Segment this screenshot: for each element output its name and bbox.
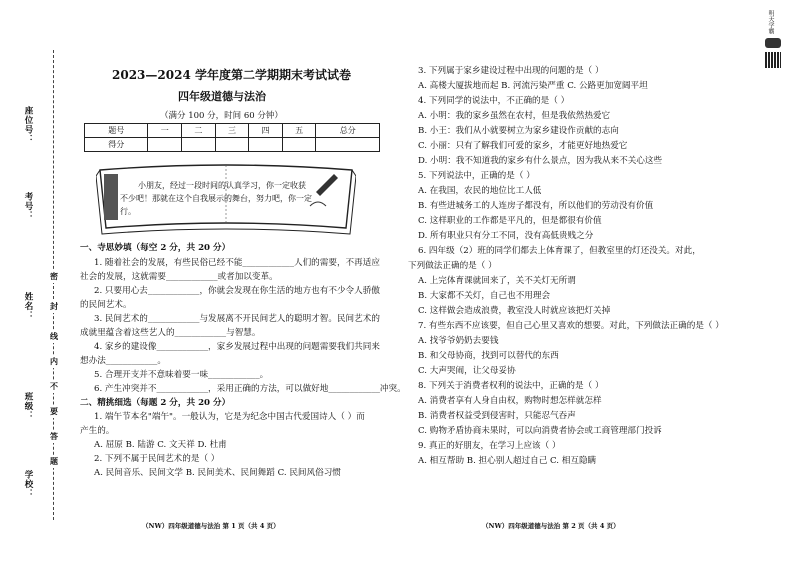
score-cell[interactable] [316,138,380,152]
option-line: A. 上完体育课就回来了，关不关灯无所谓 [418,276,576,286]
intro-line-1: 小朋友，经过一段时间的认真学习，你一定收获 [138,181,306,190]
class-field-label: 班级： [23,392,33,421]
seal-char: 封 [50,301,58,311]
section-one-heading: 一、寺思妙填（每空 2 分，共 20 分） [80,243,231,253]
option-line: A. 找爷爷奶奶去要钱 [418,336,499,346]
option-line: A. 屈原 B. 陆游 C. 文天祥 D. 杜甫 [94,440,227,450]
score-header-cell: 五 [282,124,316,138]
option-line: C. 这样职业的工作都是平凡的，但是都很有价值 [418,216,602,226]
brand-badge-text: 明天学霸 [767,10,774,34]
option-line: C. 购物矛盾协商未果时，可以向消费者协会或工商管理部门投诉 [418,426,662,436]
question-line: 2. 只要用心去____________，你就会发现在你生活的地方也有不少令人骄傲 [94,286,380,296]
option-line: A. 民间音乐、民间文学 B. 民间美术、民间舞蹈 C. 民间风俗习惯 [94,468,341,478]
question-line: 8. 下列关于消费者权利的说法中，正确的是（ ） [418,381,604,391]
seal-char: 密 [50,271,58,281]
score-cell[interactable] [182,138,216,152]
option-line: A. 小明：我的家乡虽然在农村，但是我依然热爱它 [418,111,611,121]
option-line: A. 相互帮助 B. 担心别人超过自己 C. 相互隐瞒 [418,456,597,466]
question-line: 社会的发展，这就需要____________或者加以变革。 [80,272,278,282]
option-line: B. 有些进城务工的人连房子都没有，所以他们的劳动没有价值 [418,201,654,211]
score-header-cell: 题号 [85,124,148,138]
section-two-heading: 二、精挑细选（每题 2 分，共 20 分） [80,398,231,408]
score-table [84,123,380,152]
question-line: 5. 合理开支并不意味着要一味____________。 [94,370,269,380]
option-line: A. 高楼大厦拔地而起 B. 河流污染严重 C. 公路更加宽阔平坦 [418,81,648,91]
exam-subtitle: 四年级道德与法治 [178,90,266,103]
option-line: D. 所有职业只有分工不同，没有高低贵贱之分 [418,231,594,241]
option-line: B. 大家都不关灯，自己也不用理会 [418,291,551,301]
score-header-cell: 二 [182,124,216,138]
option-line: C. 这样做会造成浪费，教室没人时就应该把灯关掉 [418,306,611,316]
option-line: A. 消费者享有人身自由权，购物时想怎样就怎样 [418,396,602,406]
question-line: 4. 下列同学的说法中，不正确的是（ ） [418,96,570,106]
seal-char: 题 [50,456,58,466]
intro-line-2: 不少吧！那就在这个自我展示的舞台，努力吧，你一定 [120,194,312,203]
question-line: 2. 下列不属于民间艺术的是（ ） [94,454,220,464]
seal-char: 答 [50,431,58,441]
seal-char: 内 [50,356,58,366]
question-line: 6. 四年级（2）班的同学们都去上体育课了，但教室里的灯还没关。对此， [418,246,701,256]
score-cell[interactable] [282,138,316,152]
option-line: A. 在我国，农民的地位比工人低 [418,186,542,196]
question-line: 3. 民间艺术的____________与发展离不开民间艺人的聪明才智。民间艺术的 [94,314,380,324]
exam-info: （满分 100 分，时间 60 分钟） [160,111,283,121]
option-line: B. 和父母协商，找到可以替代的东西 [418,351,559,361]
question-line: 5. 下列说法中，正确的是（ ） [418,171,535,181]
seal-char: 不 [50,381,58,391]
score-cell[interactable] [249,138,283,152]
question-line: 下列做法正确的是（ ） [408,261,497,271]
option-line: D. 小明：我不知道我的家乡有什么景点，因为我从来不关心这些 [418,156,663,166]
option-line: B. 消费者权益受到侵害时，只能忍气吞声 [418,411,576,421]
question-line: 6. 产生冲突并不____________，采用正确的方法，可以做好地____________冲突。 [94,384,406,394]
seal-char: 要 [50,406,58,416]
exam-title: 2023—2024 学年度第二学期期末考试试卷 [112,68,351,82]
score-header-cell: 三 [215,124,249,138]
seat-field-label: 座位号： [23,106,33,144]
question-line: 3. 下列属于家乡建设过程中出现的问题的是（ ） [418,66,604,76]
binding-dashed-line [53,50,54,520]
exam-number-field-label: 考号： [23,192,33,221]
question-line: 7. 有些东西不应该要，但自己心里又喜欢的想要。对此，下列做法正确的是（ ） [418,321,724,331]
score-row-label: 得分 [85,138,148,152]
score-header-cell: 四 [249,124,283,138]
intro-line-3: 行。 [120,207,136,216]
seal-char: 线 [50,331,58,341]
question-line: 成就里蕴含着这些艺人的____________与智慧。 [80,328,261,338]
name-field-label: 姓名： [23,292,33,321]
option-line: C. 小丽：只有了解我们可爱的家乡，才能更好地热爱它 [418,141,628,151]
option-line: C. 大声哭闹，让父母妥协 [418,366,516,376]
question-line: 产生的。 [80,426,115,436]
question-line: 1. 端午节本名"端午"。一般认为，它是为纪念中国古代爱国诗人（ ）而 [94,412,365,422]
question-line: 想办法____________。 [80,356,166,366]
option-line: B. 小王：我们从小就要树立为家乡建设作贡献的志向 [418,126,619,136]
question-line: 1. 随着社会的发展，有些民俗已经不能____________人们的需要，不再适应 [94,258,380,268]
brand-badge-icon [765,38,781,48]
qr-code-icon [765,52,781,68]
question-line: 的民间艺术。 [80,300,132,310]
score-header-cell: 一 [148,124,182,138]
page-footer-right: （NW）四年级道德与法治 第 2 页（共 4 页） [482,522,620,530]
score-cell[interactable] [148,138,182,152]
question-line: 4. 家乡的建设像____________，家乡发展过程中出现的问题需要我们共同来 [94,342,380,352]
question-line: 9. 真正的好朋友，在学习上应该（ ） [418,441,561,451]
school-field-label: 学校： [23,470,33,499]
page-footer-left: （NW）四年级道德与法治 第 1 页（共 4 页） [142,522,280,530]
score-cell[interactable] [215,138,249,152]
score-header-cell: 总分 [316,124,380,138]
